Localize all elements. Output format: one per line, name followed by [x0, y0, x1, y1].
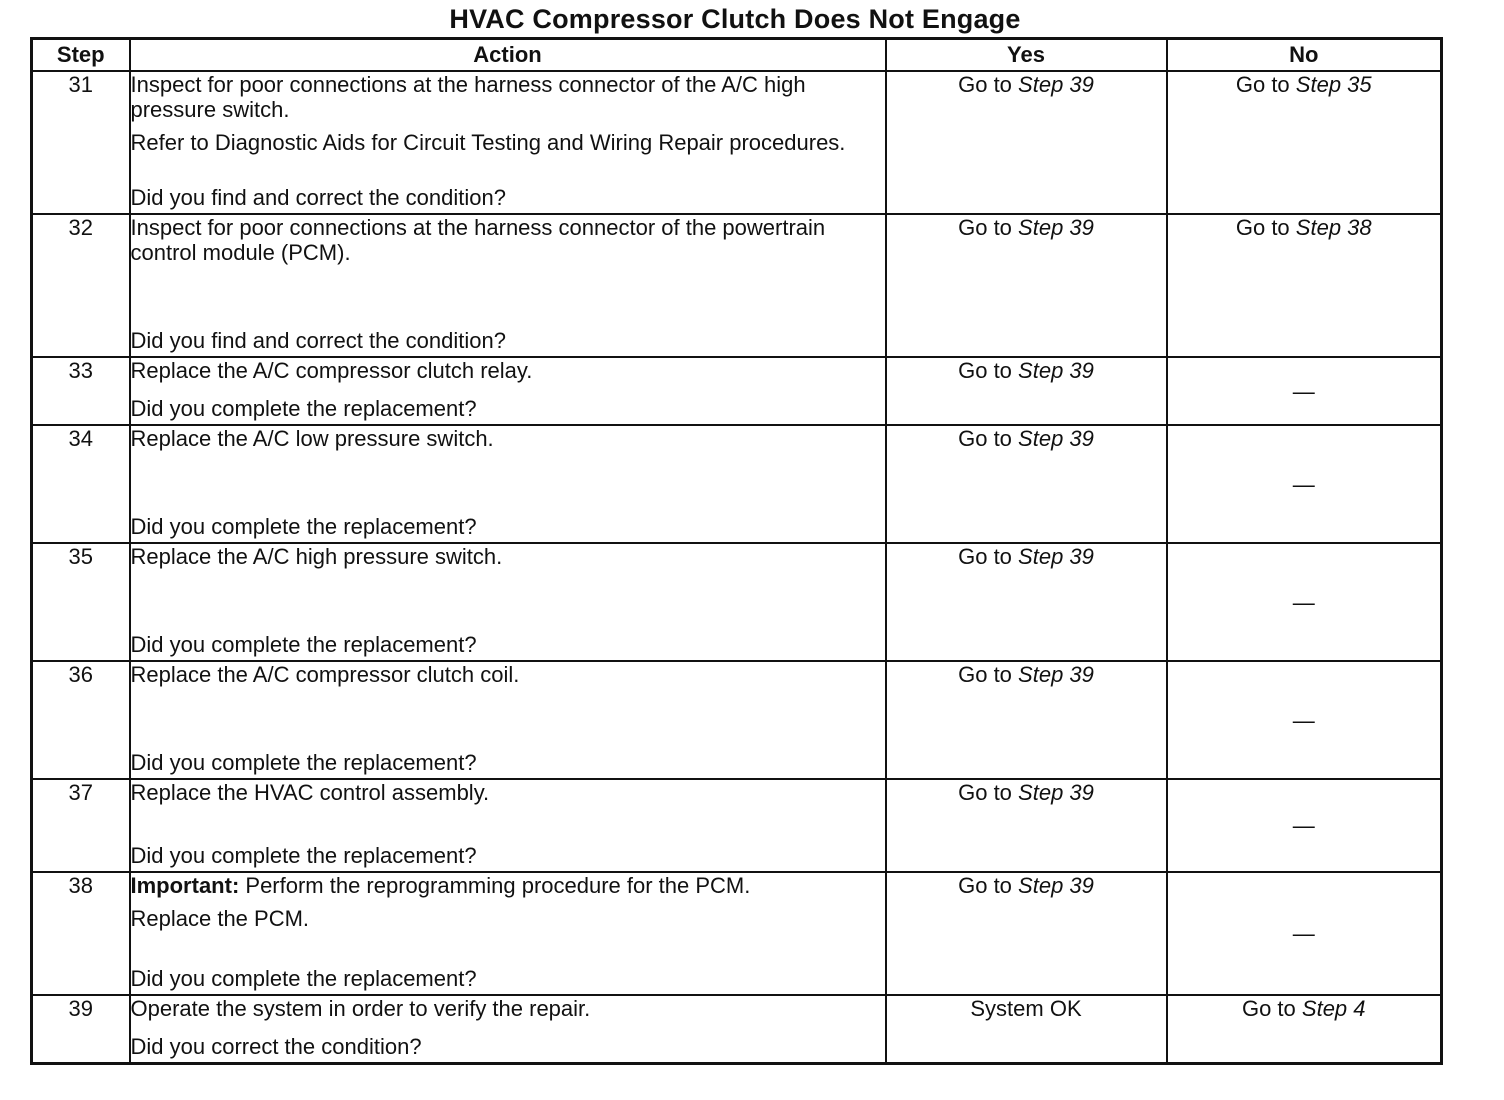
action-question: Did you complete the replacement? [130, 843, 477, 868]
action-cell [130, 214, 886, 357]
yes-step-link: Step 39 [1018, 358, 1094, 383]
action-text: Refer to Diagnostic Aids for Circuit Testing and Wiring Repair procedures. [130, 130, 846, 155]
table-row [32, 661, 1442, 779]
action-text: Replace the A/C high pressure switch. [130, 544, 503, 569]
important-label: Important: [130, 873, 240, 898]
no-result: — [1167, 357, 1442, 425]
step-number: 36 [32, 661, 130, 779]
no-result: — [1167, 425, 1442, 543]
no-result [1167, 214, 1442, 357]
no-prefix: Go to [1235, 72, 1290, 97]
action-cell [130, 661, 886, 779]
yes-step-link: Step 39 [1018, 215, 1094, 240]
action-cell [130, 357, 886, 425]
no-result: — [1167, 543, 1442, 661]
action-cell [130, 779, 886, 872]
yes-prefix: Go to [958, 873, 1012, 898]
no-result [1167, 71, 1442, 214]
step-number: 35 [32, 543, 130, 661]
yes-result [886, 425, 1167, 543]
no-prefix: Go to [1241, 996, 1296, 1021]
action-question: Did you complete the replacement? [130, 750, 477, 775]
action-question: Did you find and correct the condition? [130, 328, 506, 353]
step-number: 37 [32, 779, 130, 872]
diagnostic-table [30, 37, 1443, 1065]
no-result: — [1167, 872, 1442, 995]
action-question: Did you complete the replacement? [130, 514, 477, 539]
table-row [32, 872, 1442, 995]
yes-step-link: Step 39 [1018, 426, 1094, 451]
action-cell [130, 872, 886, 995]
action-text: Replace the PCM. [130, 906, 310, 931]
yes-step-link: Step 39 [1018, 72, 1094, 97]
no-step-link: Step 35 [1295, 72, 1372, 97]
yes-result [886, 872, 1167, 995]
action-text: Inspect for poor connections at the harness connector of the powertrain control module (PCM). [130, 215, 826, 265]
step-number: 33 [32, 357, 130, 425]
yes-step-link: Step 39 [1018, 544, 1094, 569]
action-text: Replace the A/C compressor clutch coil. [130, 662, 520, 687]
header-action: Action [130, 39, 886, 72]
yes-result [886, 661, 1167, 779]
table-row [32, 779, 1442, 872]
yes-step-link: Step 39 [1018, 780, 1094, 805]
table-row [32, 425, 1442, 543]
yes-result [886, 357, 1167, 425]
header-step: Step [32, 39, 130, 72]
table-row [32, 995, 1442, 1064]
document-title: HVAC Compressor Clutch Does Not Engage [449, 4, 1021, 34]
action-cell [130, 425, 886, 543]
no-step-link: Step 4 [1301, 996, 1366, 1021]
action-question: Did you find and correct the condition? [130, 185, 506, 210]
action-question: Did you correct the condition? [130, 1034, 422, 1059]
action-text: Replace the A/C compressor clutch relay. [130, 358, 533, 383]
action-question: Did you complete the replacement? [130, 966, 477, 991]
action-text: Replace the HVAC control assembly. [130, 780, 490, 805]
no-result: — [1167, 779, 1442, 872]
table-row [32, 214, 1442, 357]
yes-prefix: Go to [958, 72, 1012, 97]
action-text: Inspect for poor connections at the harness connector of the A/C high pressure switch. [130, 72, 806, 122]
step-number: 38 [32, 872, 130, 995]
no-step-link: Step 38 [1295, 215, 1372, 240]
yes-prefix: Go to [958, 358, 1012, 383]
step-number: 39 [32, 995, 130, 1064]
action-question: Did you complete the replacement? [130, 632, 477, 657]
action-cell [130, 995, 886, 1064]
yes-result [886, 71, 1167, 214]
header-yes: Yes [886, 39, 1167, 72]
action-cell [130, 543, 886, 661]
yes-prefix: Go to [958, 544, 1012, 569]
header-no: No [1167, 39, 1442, 72]
yes-result: System OK [886, 995, 1167, 1064]
table-row [32, 543, 1442, 661]
step-number: 31 [32, 71, 130, 214]
no-result: — [1167, 661, 1442, 779]
action-text: Replace the A/C low pressure switch. [130, 426, 494, 451]
action-question: Did you complete the replacement? [130, 396, 477, 421]
yes-result [886, 214, 1167, 357]
action-cell [130, 71, 886, 214]
step-number: 32 [32, 214, 130, 357]
table-header-row [32, 39, 1442, 72]
no-result [1167, 995, 1442, 1064]
yes-result [886, 543, 1167, 661]
yes-prefix: Go to [958, 662, 1012, 687]
table-row [32, 71, 1442, 214]
no-prefix: Go to [1235, 215, 1290, 240]
yes-prefix: Go to [958, 426, 1012, 451]
yes-prefix: Go to [958, 215, 1012, 240]
yes-step-link: Step 39 [1018, 662, 1094, 687]
step-number: 34 [32, 425, 130, 543]
action-text: Operate the system in order to verify the repair. [130, 996, 591, 1021]
yes-result [886, 779, 1167, 872]
table-row [32, 357, 1442, 425]
important-text: Perform the reprogramming procedure for the PCM. [245, 873, 751, 898]
yes-prefix: Go to [958, 780, 1012, 805]
yes-step-link: Step 39 [1018, 873, 1094, 898]
important-note [131, 873, 885, 898]
